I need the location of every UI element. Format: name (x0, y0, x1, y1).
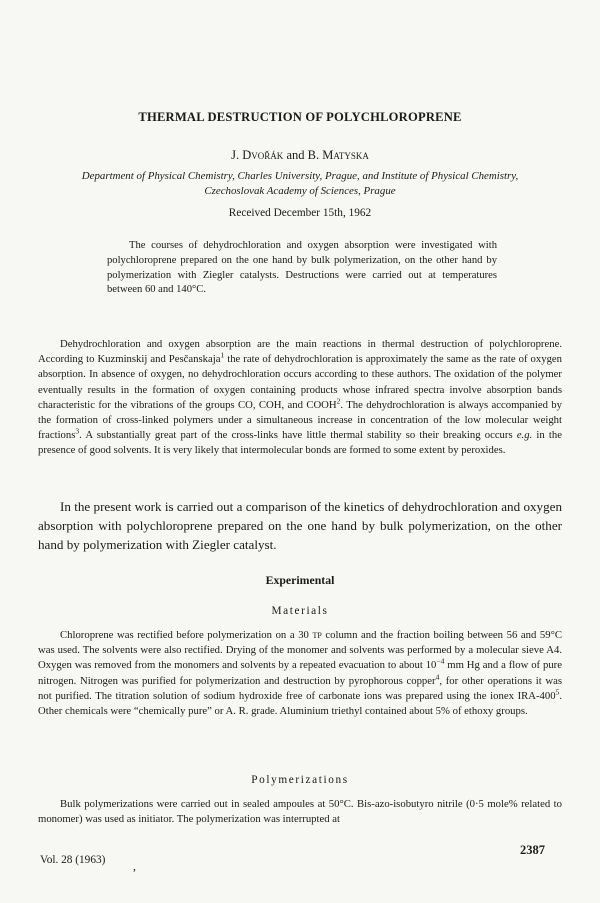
section-heading-experimental: Experimental (265, 573, 335, 587)
author-2-surname: atyska (333, 148, 369, 162)
text-run: . The dehydrochloration is always accompanied by the formation of cross-linked polymers under a simultaneous increase in concentration of the low molecular weight fractions (38, 398, 562, 442)
page-number: 2387 (520, 843, 545, 857)
text-run-italic: e.g. (516, 429, 533, 442)
polymerizations-paragraph: Bulk polymerizations were carried out in sealed ampoules at 50°C. Bis-azo-isobutyro nitrile (0·5 mole% related to monomer) was used as initiator. The polymerization was interrupted at (38, 798, 562, 826)
affiliation (36, 169, 564, 199)
text-run-small: TP (312, 631, 322, 640)
intro-paragraph-1 (38, 337, 562, 459)
stray-mark: , (133, 859, 136, 873)
ref-3: 3 (75, 426, 80, 436)
author-2-initial: B. M (307, 148, 334, 162)
intro-paragraph-2: In the present work is carried out a comparison of the kinetics of dehydrochloration and oxygen absorption with polychloroprene prepared on the one hand by bulk polymerization, on the other hand by polymerization with Ziegler catalyst. (38, 499, 562, 552)
received-date: Received December 15th, 1962 (228, 207, 372, 219)
text-run: . A substantially great part of the cross-links have little thermal stability so their breaking occurs (79, 429, 517, 442)
author-line (0, 148, 600, 163)
text-run: Chloroprene was rectified before polymerization on a 30 (60, 629, 313, 641)
materials-paragraph (38, 628, 562, 719)
subsection-heading-polymerizations: Polymerizations (251, 774, 349, 786)
abstract: The courses of dehydrochloration and oxygen absorption were investigated with polychloroprene prepared on the one hand by bulk polymerization, on the other hand by polymerization with Ziegler catalysts. Destructions were carried out at temperatures between 60 and 140°C. (107, 240, 497, 296)
volume-label: Vol. 28 (1963) (40, 854, 106, 866)
text-run: the rate of dehydrochloration is approximately the same as the rate of oxygen absorption. In absence of oxygen, no dehydrochloration occurs according to these authors. The oxidation of the polymer eventually results in the formation of oxygen containing products whose infrared spectra involve absorption bands characteristic for the vibrations of the groups CO, COH, and COOH (38, 353, 562, 411)
ref-4: 4 (435, 672, 440, 682)
text-run: . Other chemicals were “chemically pure” or A. R. grade. Aluminium triethyl contained about 5% of ethoxy groups. (38, 689, 562, 718)
ref-2: 2 (336, 396, 341, 406)
author-1-surname: vořák (251, 148, 284, 162)
author-conjunction: and (283, 148, 308, 162)
ref-5: 5 (555, 687, 560, 697)
ref-1: 1 (220, 350, 225, 360)
text-run: mm Hg and a flow of pure nitrogen. Nitrogen was purified for polymerization and destruction by pyrophorous copper (38, 659, 562, 687)
author-1-initial: J. D (231, 148, 252, 162)
article-title: THERMAL DESTRUCTION OF POLYCHLOROPRENE (138, 110, 462, 124)
text-run: , for other operations it was not purified. The titration solution of sodium hydroxide free of carbonate ions was prepared using the ionex IRA-400 (38, 674, 563, 702)
text-run: Dehydrochloration and oxygen absorption are the main reactions in thermal destruction of polychloroprene. According to Kuzminskij and Pesčanskaja (38, 338, 562, 366)
text-run: column and the fraction boiling between 56 and 59°C was used. The solvents were also rectified. Drying of the monomer and solvents was performed by a molecular sieve A4. Oxygen was removed from the monomers and solvents by a repeated evacuation to about 10 (38, 629, 562, 672)
text-run: in the presence of good solvents. It is very likely that intermolecular bonds are formed to some extent by peroxides. (38, 429, 562, 457)
subsection-heading-materials: Materials (271, 605, 329, 617)
affiliation-line-2: Czechoslovak Academy of Sciences, Prague (204, 185, 396, 197)
affiliation-line-1: Department of Physical Chemistry, Charles University, Prague, and Institute of Physical Chemistry, (81, 170, 519, 182)
exponent: −4 (436, 656, 445, 666)
